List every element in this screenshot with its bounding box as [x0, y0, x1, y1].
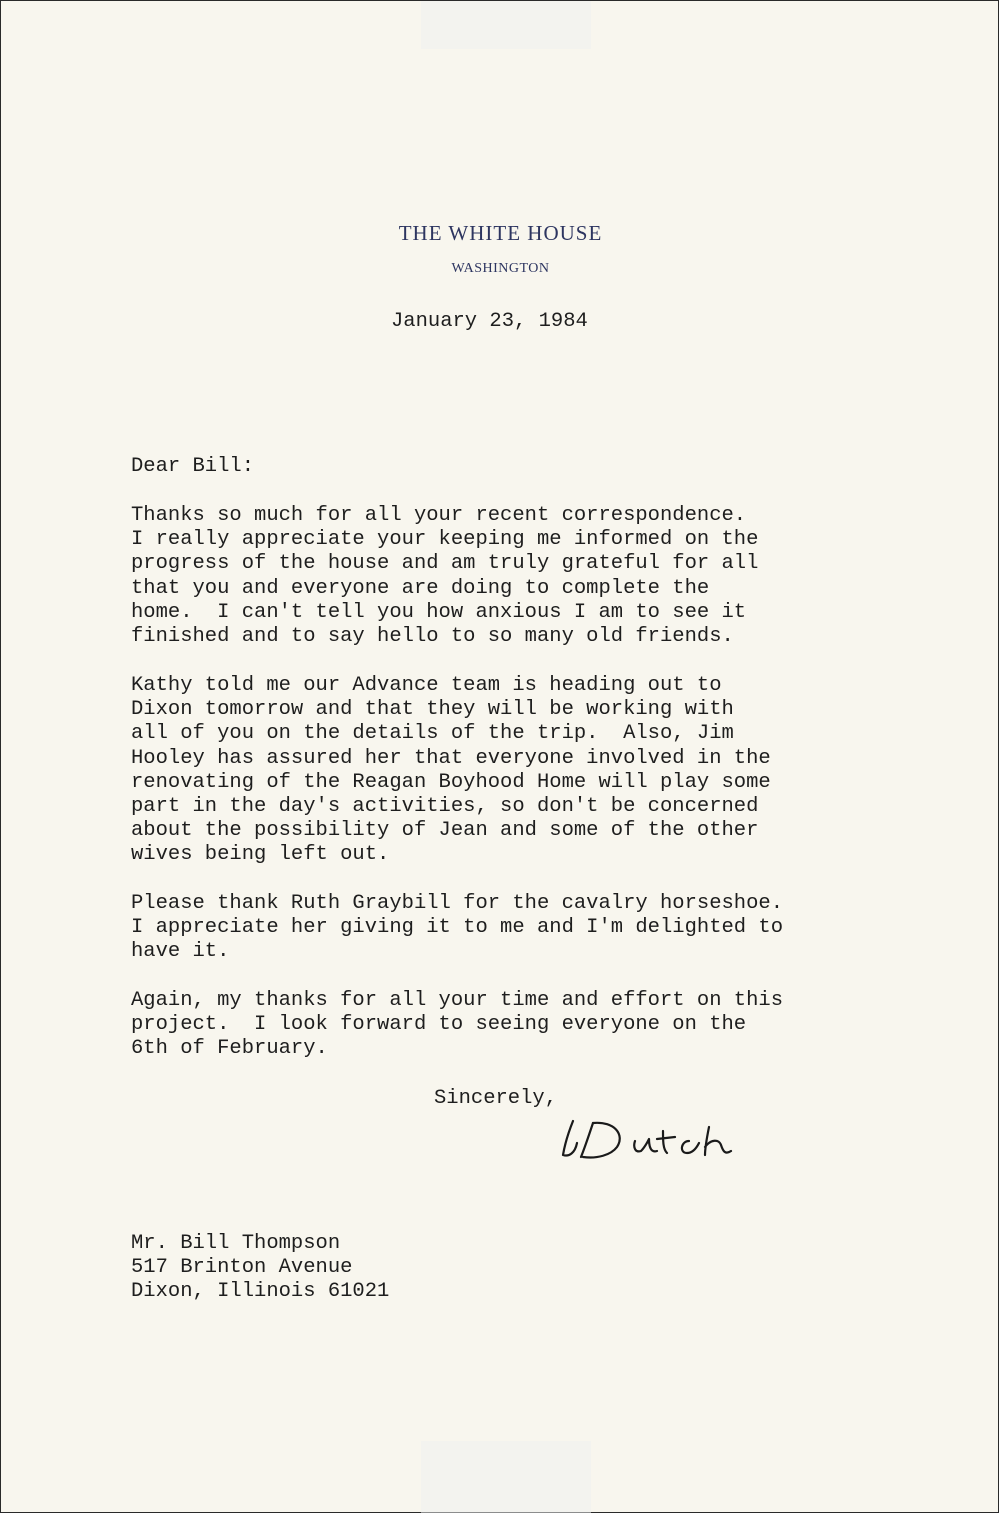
handwritten-signature	[559, 1113, 749, 1168]
body-paragraph: Please thank Ruth Graybill for the cavalry horseshoe. I appreciate her giving it to me and I'm delighted to have it.	[131, 892, 784, 964]
letterhead-subtitle: WASHINGTON	[451, 261, 550, 276]
body-paragraph: Kathy told me our Advance team is heading out to Dixon tomorrow and that they will be working with all of you on the details of the trip. Also, Jim Hooley has assured her that everyone involved in the renovating of the Reagan Boyhood Home will play some part in the day's activities, so don't be concerned about the possibility of Jean and some of the other wives being left out.	[131, 674, 771, 867]
body-paragraph: Thanks so much for all your recent correspondence. I really appreciate your keeping me informed on the progress of the house and am truly grateful for all that you and everyone are doing to complete the home. I can't tell you how anxious I am to see it finished and to say hello to so many old friends.	[131, 504, 759, 649]
closing: Sincerely,	[434, 1087, 558, 1110]
body-paragraph: Again, my thanks for all your time and effort on this project. I look forward to seeing everyone on the 6th of February.	[131, 989, 784, 1061]
salutation: Dear Bill:	[131, 455, 255, 478]
letter-date: January 23, 1984	[391, 310, 588, 333]
recipient-address: Mr. Bill Thompson 517 Brinton Avenue Dixon, Illinois 61021	[131, 1232, 390, 1304]
paper-mark	[421, 1, 591, 49]
paper-mark	[421, 1441, 591, 1513]
letterhead-title: THE WHITE HOUSE	[398, 221, 603, 245]
